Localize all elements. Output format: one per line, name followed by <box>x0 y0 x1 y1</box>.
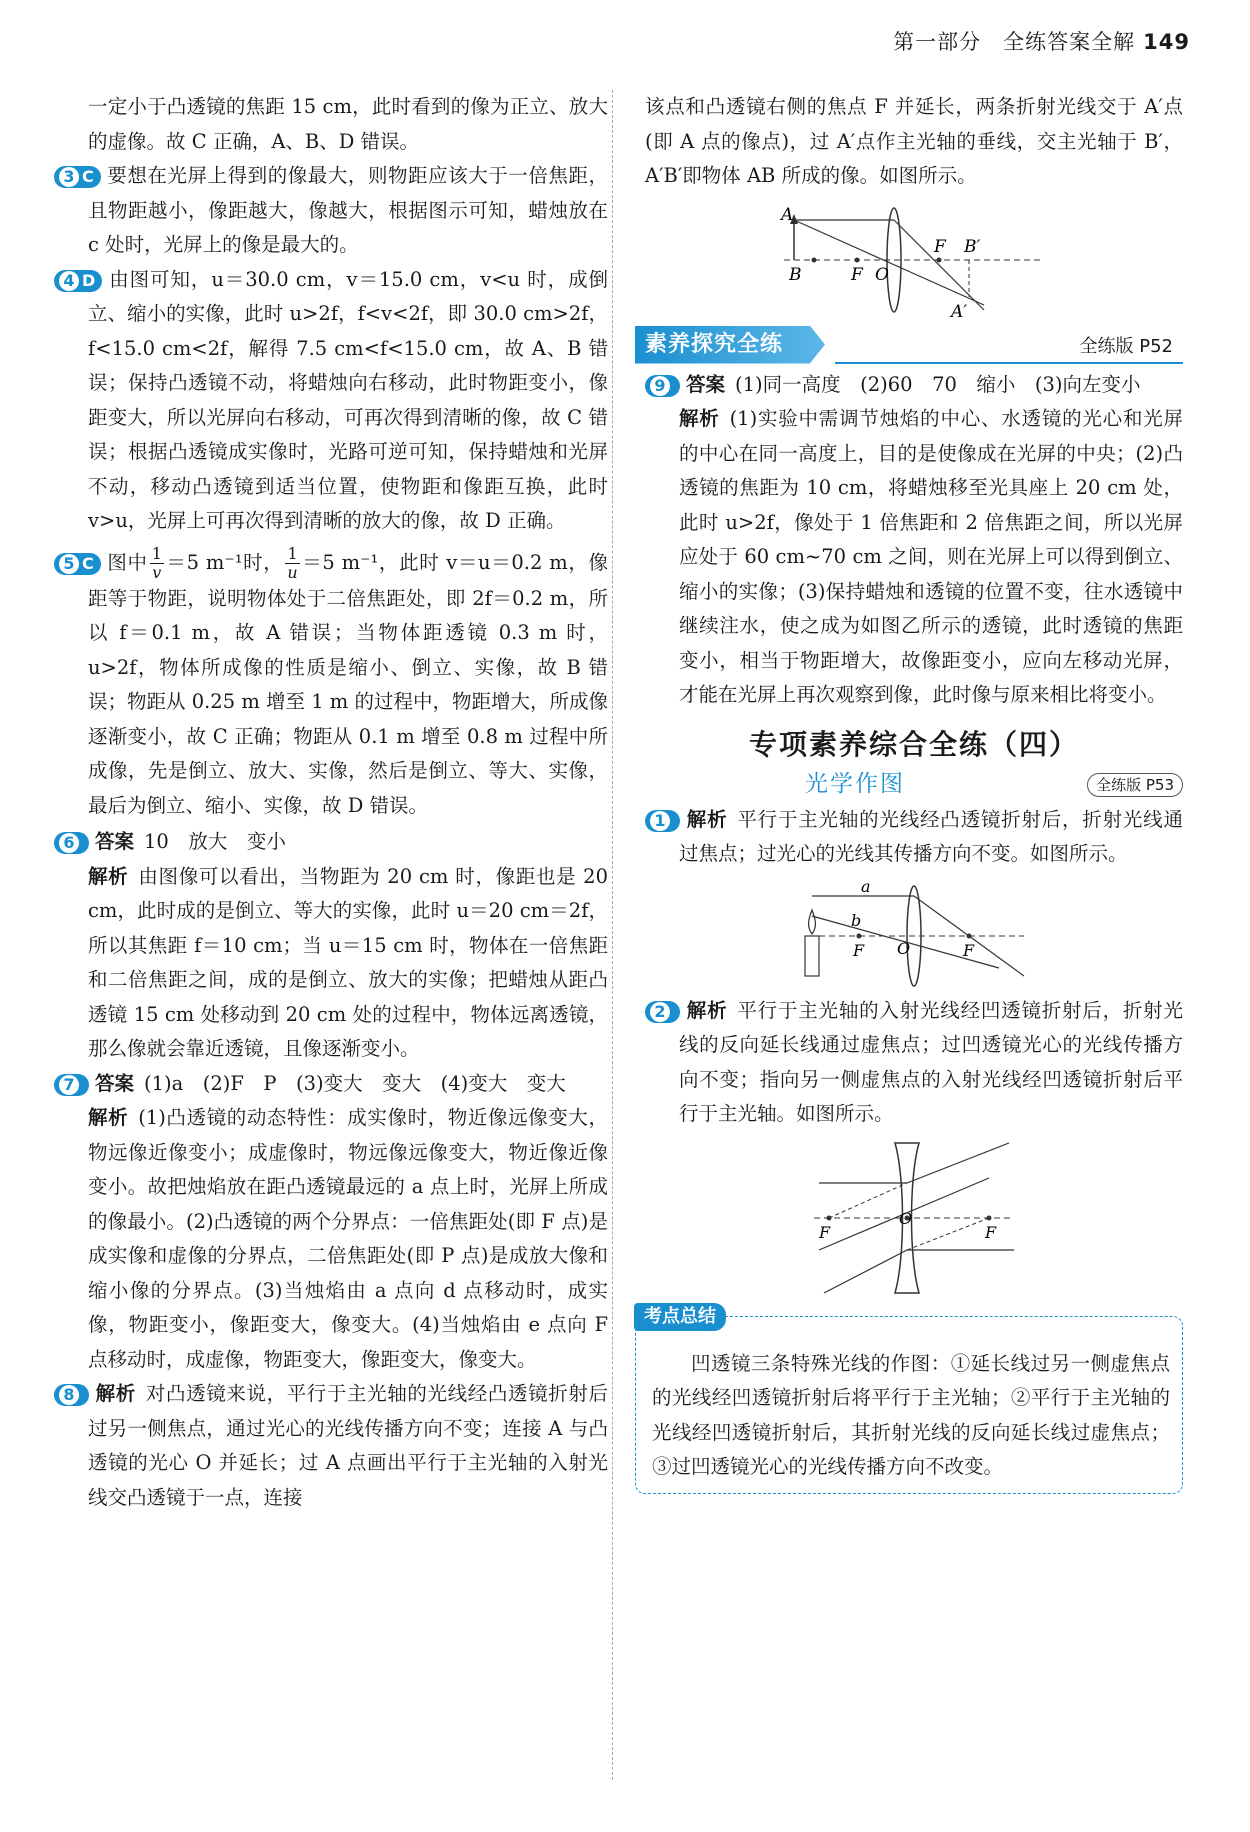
answer-tag: 8 <box>54 1384 89 1406</box>
label-A: A <box>781 204 794 225</box>
label-B: B <box>789 264 802 285</box>
convex-lens-candle-diagram <box>799 878 1029 988</box>
label-a: a <box>861 877 871 896</box>
answer-tag: 9 <box>645 375 680 397</box>
answer-4: 4 D 由图可知，u＝30.0 cm，v＝15.0 cm，v<u 时，成倒立、缩小的实像，此时 u>2f，f<v<2f，即 30.0 cm>2f，f<15.0 cm<2f，解得 7.5 cm<f<15.0 cm，故 A、B 错误；保持凸透镜不动，将蜡烛向右移动，此时物距变小，像距变大，所以光屏向右移动，可再次得到清晰的像，故 C 错误；根据凸透镜成实像时，光路可逆可知，保持蜡烛和光屏不动，移动凸透镜到适当位置，使物距和像距互换，此时 v>u，光屏上可再次得到清晰的放大的像，故 D 正确。 <box>88 263 608 539</box>
concave-lens-diagram <box>809 1138 1019 1298</box>
label-F-left: F <box>819 1222 831 1242</box>
answer-6: 6 答案 10 放大 变小 <box>88 825 608 860</box>
answer-9: 9 答案 (1)同一高度 (2)60 70 缩小 (3)向左变小 <box>645 368 1183 403</box>
band-title: 素养探究全练 <box>645 331 784 357</box>
answer-tag: 3 C <box>54 166 101 188</box>
label-F-right: F <box>985 1222 997 1242</box>
label-A-prime: A′ <box>951 301 968 320</box>
section-band-inquiry <box>635 326 1183 364</box>
band-ref: 全练版 P52 <box>1079 335 1173 357</box>
right-column <box>645 90 1183 1494</box>
label-F-left: F <box>851 264 863 285</box>
label-O: O <box>899 1208 913 1228</box>
answer-8-continued: 该点和凸透镜右侧的焦点 F 并延长，两条折射光线交于 A′点(即 A 点的像点)，过 A′点作主光轴的垂线，交主光轴于 B′，A′B′即物体 AB 所成的像。如图所示。 <box>645 95 1183 187</box>
answer-8: 8 解析 对凸透镜来说，平行于主光轴的光线经凸透镜折射后过另一侧焦点，通过光心的光线传播方向不变；连接 A 与凸透镜的光心 O 并延长；过 A 点画出平行于主光轴的入射光线交凸透镜于一点，连接 <box>88 1377 608 1515</box>
label-F-left: F <box>853 940 865 960</box>
label-F-right: F <box>963 940 975 960</box>
intro-text: 一定小于凸透镜的焦距 15 cm，此时看到的像为正立、放大的虚像。故 C 正确，A、B、D 错误。 <box>88 95 608 153</box>
explanation-7: 解析 (1)凸透镜的动态特性：成实像时，物近像远像变大，物远像近像变小；成虚像时，物远像远像变大，物近像近像变小。故把烛焰放在距凸透镜最远的 a 点上时，光屏上所成的像最小。(2)凸透镜的两个分界点：一倍焦距处(即 F 点)是成实像和虚像的分界点，二倍焦距处(即 P 点)是成放大像和缩小像的分界点。(3)当烛焰由 a 点向 d 点移动时，成实像，物距变小，像距变大，像变大。(4)当烛焰由 e 点向 F 点移动时，成虚像，物距变大，像距变大，像变大。 <box>88 1106 608 1371</box>
answer-tag: 2 <box>645 1001 680 1023</box>
explanation-9: 解析 (1)实验中需调节烛焰的中心、水透镜的光心和光屏的中心在同一高度上，目的是使像成在光屏的中央；(2)凸透镜的焦距为 10 cm，将蜡烛移至光具座上 20 cm 处，此时 u>2f，像处于 1 倍焦距和 2 倍焦距之间，所以光屏应处于 60 cm~70 cm 之间，则在光屏上可以得到倒立、缩小的实像；(3)保持蜡烛和透镜的位置不变，往水透镜中继续注水，使之成为如图乙所示的透镜，此时透镜的焦距变小，相当于物距增大，故像距变小，应向左移动光屏，才能在光屏上再次观察到像，此时像与原来相比将变小。 <box>679 407 1183 706</box>
section-subtitle: 光学作图 <box>805 770 905 797</box>
section-ref: 全练版 P53 <box>1087 773 1183 797</box>
section-title: 专项素养综合全练（四） <box>748 727 1079 761</box>
fraction-1-over-v: $\frac{1}{v}$ <box>151 543 162 582</box>
label-B-prime: B′ <box>964 236 981 257</box>
answer-tag: 6 <box>54 832 89 854</box>
label-F-right: F <box>934 236 946 257</box>
page-number: 149 <box>1143 30 1190 54</box>
answer-3: 3 C 要想在光屏上得到的像最大，则物距应该大于一倍焦距，且物距越小，像距越大，像越大，根据图示可知，蜡烛放在 c 处时，光屏上的像是最大的。 <box>88 159 608 263</box>
summary-text: 凹透镜三条特殊光线的作图：①延长线过另一侧虚焦点的光线经凹透镜折射后将平行于主光轴；②平行于主光轴的光线经凹透镜折射后，其折射光线的反向延长线过虚焦点；③过凹透镜光心的光线传播方向不改变。 <box>652 1351 1170 1478</box>
label-O: O <box>875 264 889 285</box>
answer-5: 5 C 图中 $\frac{1}{v}$ ＝5 m⁻¹时， $\frac{1}{u}$ ＝5 m⁻¹，此时 v＝u＝0.2 m，像距等于物距，说明物体处于二倍焦距处，即 2f＝0.2 m，所以 f＝0.1 m，故 A 错误；当物体距透镜 0.3 m 时，u>2f，物体所成像的性质是缩小、倒立、实像，故 B 错误；物距从 0.25 m 增至 1 m 的过程中，物距增大，所成像逐渐变小，故 C 正确；物距从 0.1 m 增至 0.8 m 过程中所成像，先是倒立、放大、实像，然后是倒立、等大、实像，最后为倒立、缩小、实像，故 D 错误。 <box>88 545 608 824</box>
section-subtitle-row <box>645 767 1183 803</box>
convex-lens-image-diagram <box>779 200 1049 320</box>
header-section: 第一部分 全练答案全解 <box>893 30 1136 54</box>
answer-tag: 4 D <box>54 270 102 292</box>
answer-tag: 7 <box>54 1074 89 1096</box>
answer-tag: 1 <box>645 810 680 832</box>
answer-s2: 2 解析 平行于主光轴的入射光线经凹透镜折射后，折射光线的反向延长线通过虚焦点；过凹透镜光心的光线传播方向不变；指向另一侧虚焦点的入射光线经凹透镜折射后平行于主光轴。如图所示。 <box>645 994 1183 1132</box>
label-b: b <box>851 910 862 930</box>
left-column <box>63 90 608 1515</box>
answer-7: 7 答案 (1)a (2)F P (3)变大 变大 (4)变大 变大 <box>88 1067 608 1102</box>
fraction-1-over-u: $\frac{1}{u}$ <box>287 543 298 582</box>
column-divider <box>612 90 613 1780</box>
answer-s1: 1 解析 平行于主光轴的光线经凸透镜折射后，折射光线通过焦点；过光心的光线其传播方向不变。如图所示。 <box>645 803 1183 872</box>
summary-box <box>635 1305 1183 1494</box>
answer-tag: 5 C <box>54 553 101 575</box>
label-O: O <box>897 938 911 958</box>
page-header <box>893 26 1190 56</box>
summary-tag: 考点总结 <box>634 1303 726 1331</box>
explanation-6: 解析 由图像可以看出，当物距为 20 cm 时，像距也是 20 cm，此时成的是倒立、等大的实像，此时 u＝20 cm＝2f，所以其焦距 f＝10 cm；当 u＝15 cm 时，物体在一倍焦距和二倍焦距之间，成的是倒立、放大的实像；把蜡烛从距凸透镜 15 cm 处移动到 20 cm 处的过程中，物体远离透镜，那么像就会靠近透镜，且像逐渐变小。 <box>88 864 608 1060</box>
